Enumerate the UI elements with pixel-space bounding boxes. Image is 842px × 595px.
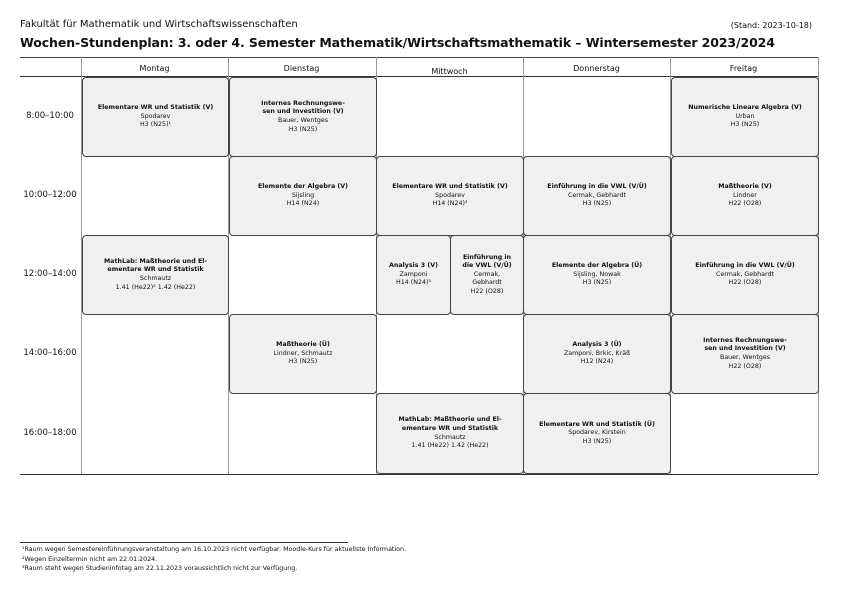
- day-header-dienstag: Dienstag: [283, 64, 320, 73]
- time-slot-label: 14:00–16:00: [23, 348, 77, 358]
- day-header-mittwoch: Mittwoch: [431, 67, 468, 76]
- course-card: [229, 314, 377, 394]
- course-card: [376, 156, 524, 236]
- course-lecturer: Spodarev: [140, 112, 171, 120]
- course-room: H3 (N25)¹: [140, 121, 171, 129]
- course-lecturer: Spodarev: [435, 191, 465, 199]
- course-room: H3 (N25): [582, 279, 612, 287]
- course-room: H22 (O28): [728, 200, 762, 208]
- course-lecturer: Schmautz: [139, 275, 172, 282]
- course-room: H14 (N24): [286, 200, 320, 208]
- course-room: H3 (N25): [582, 200, 612, 208]
- course-lecturer: Cermak, Gebhardt: [716, 270, 774, 278]
- time-slot-label: 12:00–14:00: [23, 269, 77, 279]
- course-card: [229, 77, 377, 157]
- course-lecturer: Lindner: [733, 191, 757, 199]
- course-title: Maßtheorie (V): [718, 183, 772, 191]
- course-lecturer: Bauer, Wentges: [278, 117, 328, 124]
- course-title: MathLab: Maßtheorie und El- ementare WR und Statistik: [103, 257, 208, 274]
- course-card: [523, 156, 671, 236]
- course-title: Elemente der Algebra (V): [257, 183, 349, 191]
- course-card: [376, 393, 524, 474]
- course-card: [82, 235, 229, 315]
- course-title: Maßtheorie (Ü): [276, 341, 330, 349]
- course-card: [671, 235, 819, 315]
- course-title: Internes Rechnungswe- sen und Investition (V): [703, 336, 787, 353]
- course-lecturer: Zamponi, Brkic, Kräß: [563, 349, 631, 357]
- course-room: H22 (O28): [728, 362, 762, 370]
- day-header-donnerstag: Donnerstag: [573, 64, 620, 73]
- course-card: [82, 77, 229, 157]
- course-title: MathLab: Maßtheorie und El- ementare WR und Statistik: [398, 416, 502, 432]
- course-title: Elementare WR und Statistik (Ü): [539, 420, 655, 428]
- time-slot-label: 10:00–12:00: [23, 190, 77, 200]
- course-title: Analysis 3 (Ü): [572, 341, 622, 349]
- course-card: [523, 393, 671, 474]
- time-slot-label: 8:00–10:00: [26, 111, 74, 121]
- course-title: Internes Rechnungswe- sen und Investition (V): [261, 99, 345, 116]
- course-lecturer: Urban: [735, 112, 755, 120]
- table-top-line: [20, 57, 818, 58]
- course-room: H12 (N24): [580, 358, 614, 366]
- course-title: Numerische Lineare Algebra (V): [688, 104, 802, 112]
- footnotes: [22, 545, 406, 574]
- course-card: [671, 77, 819, 157]
- course-lecturer: Schmautz: [434, 433, 466, 441]
- course-title: Elementare WR und Statistik (V): [97, 104, 214, 112]
- footnote: ¹Raum wegen Semestereinführungsveranstaltung am 16.10.2023 nicht verfügbar. Moodle-Kurs für aktuellste Information.: [22, 546, 406, 553]
- course-room: 1.41 (He22)² 1.42 (He22): [115, 283, 196, 291]
- course-card: [229, 156, 377, 236]
- course-room: H3 (N25): [288, 125, 318, 133]
- course-room: H22 (O28): [728, 279, 762, 287]
- course-room: H3 (N25): [288, 358, 318, 366]
- table-bottom-line: [20, 474, 818, 475]
- course-room: H14 (N24)³: [432, 200, 468, 208]
- course-lecturer: Cermak, Gebhardt: [568, 191, 626, 199]
- course-lecturer: Sijsling, Nowak: [573, 270, 621, 278]
- course-room: H3 (N25): [730, 121, 760, 129]
- footnote: ²Wegen Einzeltermin nicht am 22.01.2024.: [22, 555, 158, 563]
- course-lecturer: Spodarev, Kirstein: [568, 429, 626, 437]
- course-card: [523, 235, 671, 315]
- course-card: [450, 235, 524, 315]
- course-title: Elementare WR und Statistik (V): [392, 183, 508, 191]
- course-lecturer: Lindner, Schmautz: [273, 349, 333, 357]
- day-header-montag: Montag: [139, 64, 170, 73]
- course-lecturer: Cermak, Gebhardt: [472, 270, 502, 287]
- course-card: [523, 314, 671, 394]
- day-header-freitag: Freitag: [729, 64, 758, 73]
- footnote: ³Raum steht wegen Studieninfotag am 22.11.2023 voraussichtlich nicht zur Verfügung.: [22, 565, 298, 572]
- stand-date: (Stand: 2023-10-18): [730, 21, 812, 30]
- course-title: Analysis 3 (V): [389, 262, 438, 270]
- course-card: [376, 235, 451, 315]
- page-title: Wochen-Stundenplan: 3. oder 4. Semester Mathematik/Wirtschaftsmathematik – Wintersemester 2023/2024: [20, 35, 775, 50]
- course-card: [671, 314, 819, 394]
- course-lecturer: Bauer, Wentges: [720, 354, 770, 361]
- course-room: H3 (N25): [582, 437, 612, 445]
- course-room: 1.41 (He22) 1.42 (He22): [411, 442, 489, 450]
- course-title: Elemente der Algebra (Ü): [551, 262, 643, 270]
- time-slot-label: 16:00–18:00: [23, 428, 77, 438]
- course-title: Einführung in die VWL (V/Ü): [695, 262, 795, 270]
- course-title: Einführung in die VWL (V/Ü): [462, 253, 512, 270]
- footnote-separator: [20, 542, 348, 543]
- course-room: H14 (N24)³: [396, 279, 431, 287]
- course-lecturer: Zamponi: [399, 270, 428, 278]
- faculty-name: Fakultät für Mathematik und Wirtschaftswissenschaften: [20, 19, 298, 30]
- course-card: [671, 156, 819, 236]
- course-lecturer: Sijsling: [291, 191, 315, 199]
- course-title: Einführung in die VWL (V/Ü): [547, 183, 647, 191]
- course-room: H22 (O28): [470, 287, 504, 295]
